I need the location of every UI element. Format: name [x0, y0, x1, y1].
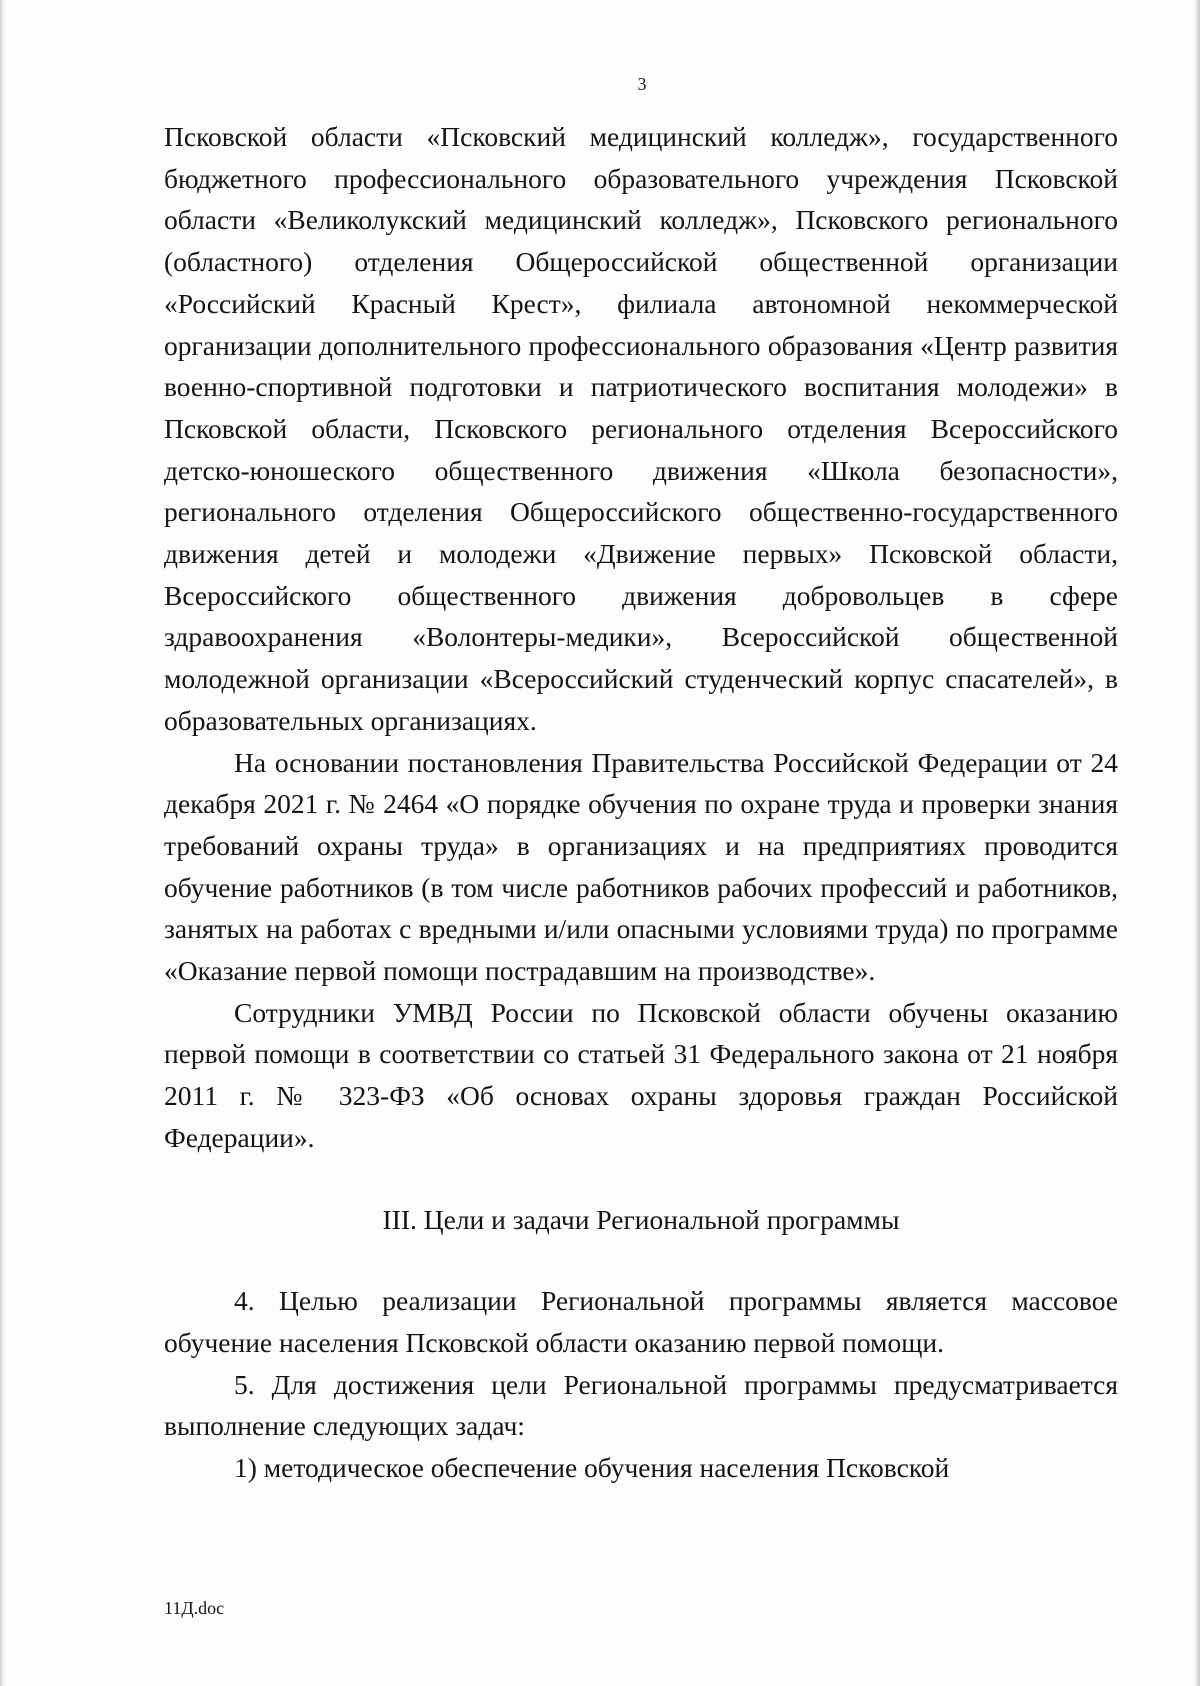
file-name-footer: 11Д.doc — [164, 1598, 225, 1618]
paragraph-program-tasks: 5. Для достижения цели Региональной программы предусматривается выполнение следующих задач: — [164, 1368, 1118, 1442]
scan-edge-right — [1193, 0, 1200, 1686]
paragraph-task-1: 1) методическое обеспечение обучения населения Псковской — [234, 1452, 950, 1484]
paragraph-program-goal: 4. Целью реализации Региональной программы является массовое обучение населения Псковской области оказанию первой помощи. — [164, 1285, 1118, 1358]
paragraph-labor-safety-training: На основании постановления Правительства Российской Федерации от 24 декабря 2021 г. № 2464 «О порядке обучения по охране труда и проверки знания требований охраны труда» в организациях и на предприятиях проводится обучение работников (в том числе работников рабочих профессий и работников, занятых на работах с вредными и/или опасными условиями труда) по программе «Оказание первой помощи пострадавшим на производстве». — [164, 746, 1118, 987]
section-heading: III. Цели и задачи Региональной программы — [382, 1203, 900, 1235]
scan-edge-left — [0, 0, 6, 1686]
paragraph-police-training: Сотрудники УМВД России по Псковской области обучены оказанию первой помощи в соответствии со статьей 31 Федерального закона от 21 ноября 2011 г. № 323-ФЗ «Об основах охраны здоровья граждан Российской Федерации». — [164, 996, 1118, 1153]
page-number: 3 — [637, 74, 647, 94]
document-body — [164, 116, 1118, 1489]
paragraph-organizations-list: Псковской области «Псковский медицинский колледж», государственного бюджетного профессионального образовательного учреждения Псковской области «Великолукский медицинский колледж», Псковского регионального (областного) отделения Общероссийской общественной организации «Российский Красный Крест», филиала автономной некоммерческой организации дополнительного профессионального образования «Центр развития военно-спортивной подготовки и патриотического воспитания молодежи» в Псковской области, Псковского регионального отделения Всероссийского детско-юношеского общественного движения «Школа безопасности», регионального отделения Общероссийского общественно-государственного движения детей и молодежи «Движение первых» Псковской области, Всероссийского общественного движения добровольцев в сфере здравоохранения «Волонтеры-медики», Всероссийской общественной молодежной организации «Всероссийский студенческий корпус спасателей», в образовательных организациях. — [164, 121, 1118, 736]
